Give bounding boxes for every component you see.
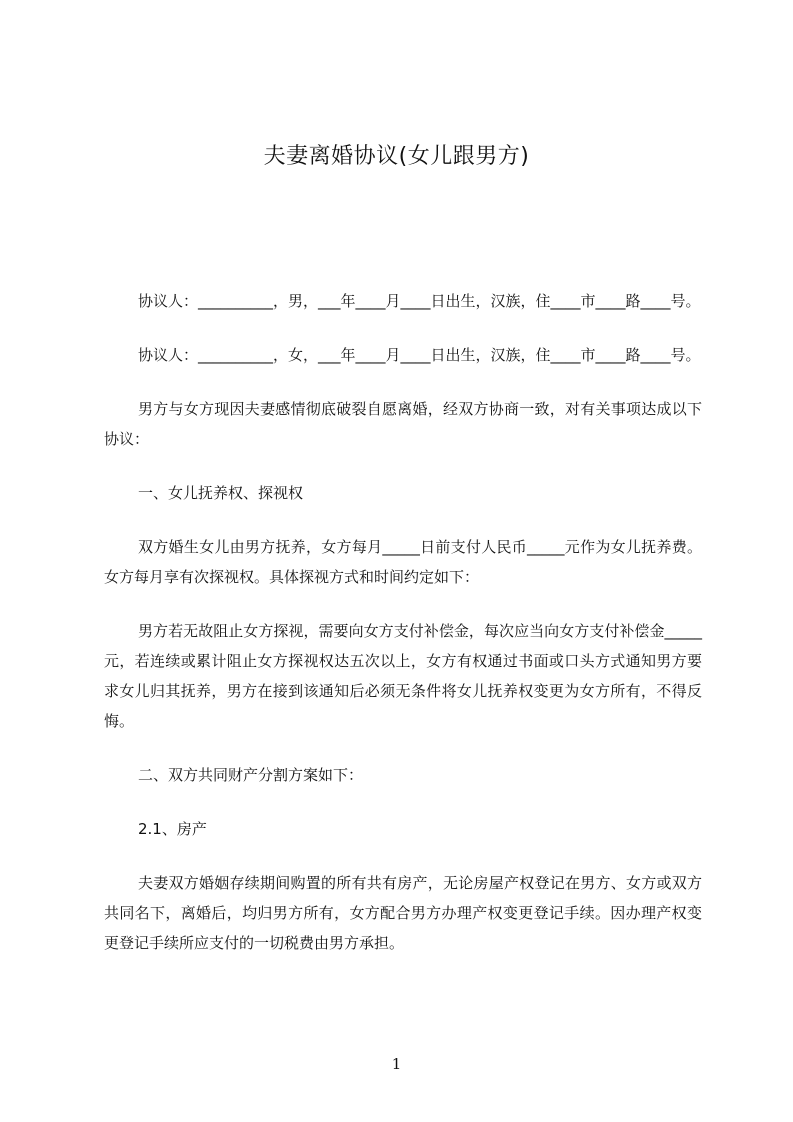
party-male-paragraph: 协议人：__________，男，___年____月____日出生，汉族，住____市____路____号。 xyxy=(138,292,701,310)
property-paragraph: 夫妻双方婚姻存续期间购置的所有共有房产，无论房屋产权登记在男方、女方或双方共同名下，离婚后，均归男方所有，女方配合男方办理产权变更登记手续。因办理产权变更登记手续所应支付的一切税费由男方承担。 xyxy=(104,874,702,952)
visitation-compensation-paragraph: 男方若无故阻止女方探视，需要向女方支付补偿金，每次应当向女方支付补偿金_____元，若连续或累计阻止女方探视权达五次以上，女方有权通过书面或口头方式通知男方要求女儿归其抚养，男方在接到该通知后必须无条件将女儿抚养权变更为女方所有，不得反悔。 xyxy=(104,622,702,730)
document-body xyxy=(104,286,702,982)
preamble-paragraph: 男方与女方现因夫妻感情彻底破裂自愿离婚，经双方协商一致，对有关事项达成以下协议： xyxy=(104,400,702,448)
document-title: 夫妻离婚协议(女儿跟男方) xyxy=(263,144,530,169)
party-female-paragraph: 协议人：__________，女，___年____月____日出生，汉族，住____市____路____号。 xyxy=(138,346,701,364)
section-2-heading: 二、双方共同财产分割方案如下： xyxy=(138,766,364,784)
section-1-heading: 一、女儿抚养权、探视权 xyxy=(138,484,304,502)
subsection-2-1-heading: 2.1、房产 xyxy=(138,820,207,838)
page-number: 1 xyxy=(391,1055,402,1073)
custody-paragraph: 双方婚生女儿由男方抚养，女方每月_____日前支付人民币_____元作为女儿抚养费。女方每月享有次探视权。具体探视方式和时间约定如下： xyxy=(104,538,702,586)
